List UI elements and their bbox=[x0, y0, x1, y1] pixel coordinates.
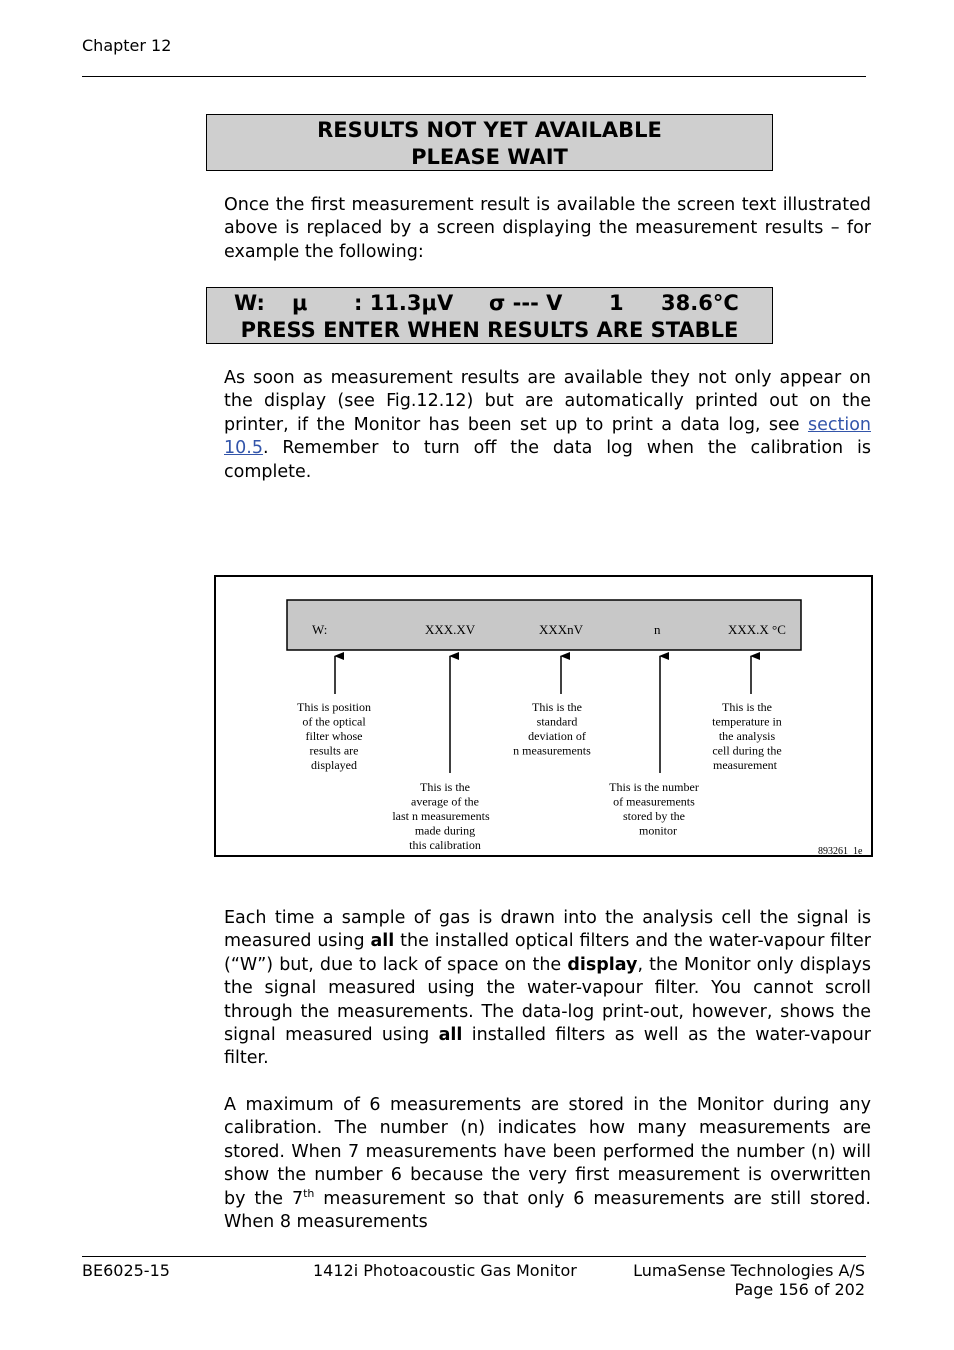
footer-doc-number: BE6025-15 bbox=[82, 1261, 170, 1280]
display-diagram bbox=[214, 575, 873, 857]
label-line: made during bbox=[414, 823, 476, 838]
diagram-svg bbox=[216, 577, 871, 855]
panel-sigma: σ --- V bbox=[489, 291, 563, 315]
section-link[interactable]: section 10.5 bbox=[224, 414, 871, 459]
panel-line-1: RESULTS NOT YET AVAILABLE bbox=[317, 118, 662, 142]
label-line: This is the bbox=[722, 700, 772, 714]
text-segment: Each time a sample of gas is drawn into the analysis cell the signal is measured using bbox=[224, 908, 871, 952]
footer-page-number: Page 156 of 202 bbox=[734, 1280, 865, 1299]
display-panel-results bbox=[206, 287, 773, 344]
superscript: th bbox=[303, 1186, 315, 1200]
panel-value: : 11.3μV bbox=[354, 291, 454, 315]
label-line: this calibration bbox=[409, 838, 481, 852]
paragraph-text bbox=[224, 1094, 871, 1234]
footer-rule bbox=[82, 1256, 866, 1257]
bold-text: all bbox=[370, 931, 395, 952]
label-line: last n measurements bbox=[392, 809, 490, 823]
text-segment: measurement so that only 6 measurements are still stored. When 8 measurements bbox=[224, 1188, 871, 1233]
footer-company: LumaSense Technologies A/S bbox=[633, 1261, 865, 1280]
label-line: deviation of bbox=[528, 729, 586, 743]
label-line: filter whose bbox=[305, 729, 363, 743]
panel-results-line-2: PRESS ENTER WHEN RESULTS ARE STABLE bbox=[240, 318, 739, 342]
label-line: This is position bbox=[296, 700, 372, 714]
paragraph-intro bbox=[224, 194, 871, 264]
label-line: This is the number bbox=[609, 780, 699, 794]
label-line: of measurements bbox=[613, 794, 695, 809]
header-rule bbox=[82, 76, 866, 77]
label-line: monitor bbox=[639, 823, 677, 838]
label-line: This is the bbox=[420, 780, 470, 794]
panel-n: 1 bbox=[609, 291, 624, 315]
text-segment: installed filters as well as the water-vapour filter. bbox=[224, 1025, 872, 1069]
panel-w: W: bbox=[234, 291, 265, 315]
text-segment: , the Monitor only displays the signal measured using the water-vapour filter. You cannot scroll through the measurements. The data-log print-out, however, shows the signal measured using bbox=[224, 954, 871, 1046]
label-line: This is the bbox=[532, 700, 582, 714]
text-segment: A maximum of 6 measurements are stored in the Monitor during any calibration. The number (n) indicates how many measurements are stored. When 7 measurements have been performed the number (n) will show the number 6 because the very first measurement is overwritten by the 7 bbox=[224, 1095, 871, 1209]
label-line: standard bbox=[536, 714, 578, 729]
paragraph-results bbox=[224, 367, 871, 484]
label-line: measurement bbox=[713, 758, 777, 772]
display-n: n bbox=[654, 622, 661, 637]
footer-product: 1412i Photoacoustic Gas Monitor bbox=[313, 1261, 577, 1280]
display-panel-waiting bbox=[206, 114, 773, 171]
label-line: average of the bbox=[411, 794, 479, 809]
text-segment: As soon as measurement results are available they not only appear on the display (see Fig.12.12) but are automatically printed out on the printer, if the Monitor has been set up to print a data log, see bbox=[224, 368, 871, 435]
label-line: of the optical bbox=[302, 714, 366, 729]
paragraph-text bbox=[224, 367, 871, 484]
display-temp: XXX.X °C bbox=[728, 622, 786, 637]
panel-temp: 38.6°C bbox=[661, 291, 739, 315]
panel-results-line-1 bbox=[207, 290, 772, 317]
paragraph-measurements bbox=[224, 1094, 871, 1234]
label-line: n measurements bbox=[513, 743, 591, 758]
label-line: results are bbox=[309, 743, 359, 758]
text-segment: . Remember to turn off the data log when the calibration is complete. bbox=[224, 438, 871, 482]
display-sd: XXXnV bbox=[539, 622, 584, 637]
display-w: W: bbox=[312, 622, 328, 637]
label-line: the analysis bbox=[718, 729, 776, 743]
figure-code: 893261_1e bbox=[818, 846, 863, 855]
label-line: displayed bbox=[311, 758, 357, 772]
label-line: temperature in bbox=[712, 714, 782, 729]
label-deviation bbox=[513, 700, 591, 758]
label-line: cell during the bbox=[712, 743, 782, 758]
paragraph-filters bbox=[224, 907, 871, 1071]
bold-text: display bbox=[567, 954, 638, 975]
panel-line-2: PLEASE WAIT bbox=[411, 145, 568, 169]
paragraph-text: Once the first measurement result is available the screen text illustrated above is replaced by a screen displaying the measurement results – for example the following: bbox=[224, 195, 871, 262]
text-segment: the installed optical filters and the water-vapour filter (“W”) but, due to lack of space on the bbox=[224, 931, 871, 975]
chapter-heading: Chapter 12 bbox=[82, 36, 172, 55]
label-number bbox=[609, 780, 699, 838]
label-position bbox=[297, 700, 371, 772]
label-average bbox=[392, 780, 490, 852]
bold-text: all bbox=[438, 1025, 463, 1046]
label-temperature bbox=[712, 700, 782, 772]
panel-mu: μ bbox=[292, 291, 308, 315]
label-line: stored by the bbox=[623, 809, 685, 823]
display-avg: XXX.XV bbox=[425, 622, 476, 637]
paragraph-text bbox=[224, 907, 871, 1071]
